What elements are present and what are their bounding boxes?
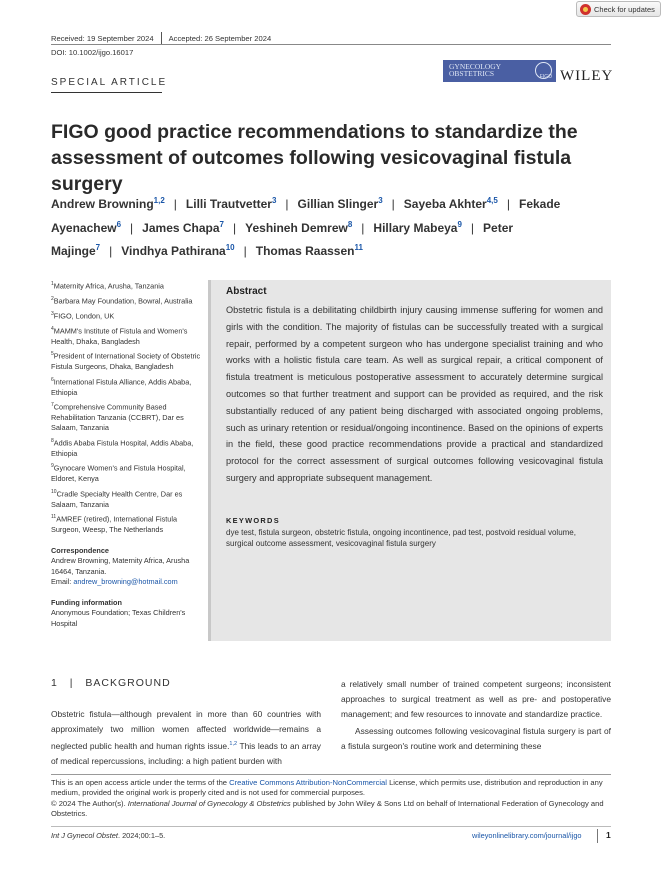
journal-logo-line1: GYNECOLOGY: [449, 62, 502, 71]
author-name: Andrew Browning: [51, 197, 154, 211]
author-affiliation-ref[interactable]: 7: [219, 219, 224, 229]
author-affiliation-ref[interactable]: 7: [95, 243, 101, 252]
received-date: Received: 19 September 2024: [51, 34, 154, 43]
page-footer-rule: [51, 826, 611, 827]
affiliation: [51, 487, 201, 510]
affiliation-number: 3: [51, 310, 54, 317]
footer-rule: [51, 774, 611, 775]
check-for-updates-button[interactable]: [576, 1, 661, 17]
keywords-text: dye test, fistula surgeon, obstetric fistula, ongoing incontinence, pad test, postvoid residual volume, surgical outcome assessment, vesicovaginal fistula surgery: [226, 528, 576, 548]
page-number-separator: [597, 829, 598, 843]
journal-citation: [51, 831, 165, 840]
journal-logo: [443, 60, 556, 82]
affiliation-text: Barbara May Foundation, Bowral, Australia: [53, 296, 193, 306]
copyright-text: [51, 799, 611, 820]
abstract-text: Obstetric fistula is a debilitating childbirth injury causing immense suffering for women and girls with the condition. The majority of fistulas can be successfully treated with a surgical repair, performed by a competent surgeon who has undergone specialist training and who works with a holistic fistula care team. As well as surgical repair, a critical component of fistula treatment is meticulous postoperative assessment to accurately determine surgical outcomes so that further treatment and support can be provided as required, and the risk substantially reduced of any patient being discharged with associated ongoing problems, such as urinary retention or residual/ongoing incontinence. Based on the opinions of experts in the field, these good practice recommendations provide a practical and standardized protocol for the correct assessment of surgical outcomes following vesicovaginal fistula surgery and appropriate subsequent management.: [226, 305, 603, 483]
paragraph-text-b: This leads to an array of medical repercussions, including: a high patient burden with: [51, 740, 321, 766]
author-name: Sayeba Akhter: [403, 197, 487, 211]
affiliation-number: 7: [51, 402, 54, 409]
affiliation: [51, 436, 201, 459]
author[interactable]: [142, 221, 224, 235]
affiliation-text: International Fistula Alliance, Addis Ababa, Ethiopia: [51, 377, 192, 397]
affiliation-text: Gynocare Women's and Fistula Hospital, Eldoret, Kenya: [51, 463, 186, 484]
affiliation-number: 2: [51, 295, 54, 302]
affiliation: [51, 324, 201, 347]
affiliation-number: 11: [51, 514, 57, 521]
author-separator: |: [130, 220, 134, 235]
author[interactable]: [256, 244, 363, 258]
page-number: 1: [606, 830, 611, 840]
email-link[interactable]: andrew_browning@hotmail.com: [73, 577, 178, 587]
body-column-right: [341, 677, 611, 754]
author-name: Thomas Raassen: [255, 244, 355, 258]
affiliation: [51, 461, 201, 484]
journal-logo-line2: OBSTETRICS: [449, 69, 495, 78]
affiliation-text: MAMM's Institute of Fistula and Women's Health, Dhaka, Bangladesh: [51, 326, 188, 346]
paragraph: Assessing outcomes following vesicovaginal fistula surgery is part of a fistula surgeon's routine work and determining these: [341, 726, 611, 751]
correspondence-heading: Correspondence: [51, 545, 109, 555]
author-affiliation-ref[interactable]: 8: [347, 219, 353, 229]
affiliation: [51, 349, 201, 372]
keywords-heading: KEYWORDS: [226, 516, 280, 525]
accepted-date: Accepted: 26 September 2024: [168, 34, 272, 43]
affiliation: [51, 294, 201, 307]
affiliation: [51, 309, 201, 322]
author-separator: |: [361, 220, 365, 235]
affiliation-number: 9: [51, 463, 54, 470]
affiliation-text: FIGO, London, UK: [53, 311, 115, 321]
affiliation-list: [51, 279, 201, 536]
affiliation: [51, 375, 201, 398]
section-title: BACKGROUND: [85, 677, 171, 689]
copyright-a: © 2024 The Author(s).: [51, 798, 128, 808]
author[interactable]: [373, 221, 462, 235]
journal-abbr: Int J Gynecol Obstet: [51, 831, 118, 840]
author-affiliation-ref[interactable]: 3: [271, 196, 277, 205]
author-affiliation-ref[interactable]: 6: [116, 219, 122, 229]
paragraph: [51, 707, 321, 769]
copyright-b: published by John Wiley & Sons Ltd on behalf of International Federation of Gynecology and Obstetrics.: [51, 798, 604, 818]
article-type: SPECIAL ARTICLE: [51, 77, 168, 88]
affiliation-text: AMREF (retired), International Fistula Surgeon, Weesp, The Netherlands: [51, 514, 178, 535]
crossmark-icon: [580, 4, 591, 15]
author-separator: |: [506, 197, 510, 211]
funding-text: Anonymous Foundation; Texas Children's Hospital: [51, 608, 186, 628]
affiliation: [51, 512, 201, 535]
abstract-sidebar: [208, 280, 211, 641]
citation-details: . 2024;00:1–5.: [117, 831, 166, 840]
affiliation-number: 4: [51, 325, 54, 332]
author-affiliation-ref[interactable]: 3: [378, 196, 383, 205]
affiliation-number: 6: [51, 376, 54, 383]
author-name: Peter Majinge: [51, 220, 514, 258]
journal-name: International Journal of Gynecology & Obstetrics: [127, 798, 291, 808]
body-column-left: [51, 707, 321, 769]
author[interactable]: [186, 197, 276, 211]
author-name: James Chapa: [142, 220, 220, 235]
affiliation: [51, 400, 201, 434]
affiliation-number: 8: [51, 437, 54, 444]
paragraph: a relatively small number of trained competent surgeons; inconsistent approaches to surgical treatment as well as pre- and postoperative management; and few resources to innovate and standardize practice.: [341, 679, 611, 719]
license-notice: [51, 778, 611, 819]
author-affiliation-ref[interactable]: 11: [354, 243, 363, 252]
affiliation-text: Cradle Specialty Health Centre, Dar es Salaam, Tanzania: [51, 489, 183, 509]
license-text: [51, 778, 611, 799]
author-affiliation-ref[interactable]: 4,5: [486, 196, 498, 205]
affiliation-number: 1: [51, 281, 54, 287]
affiliations-column: [51, 279, 201, 629]
author-name: Lilli Trautvetter: [185, 197, 272, 211]
author-separator: |: [243, 244, 247, 258]
correspondence-text: Andrew Browning, Maternity Africa, Arusha 16464, Tanzania.: [51, 556, 190, 576]
affiliation-number: 10: [51, 488, 57, 495]
author-affiliation-ref[interactable]: 10: [225, 243, 235, 252]
correspondence-email-line: [51, 577, 201, 588]
doi: DOI: 10.1002/ijgo.16017: [51, 48, 134, 57]
author[interactable]: [404, 197, 498, 211]
article-title: FIGO good practice recommendations to standardize the assessment of outcomes following vesicovaginal fistula surgery: [51, 121, 578, 195]
section-heading-background: [51, 677, 171, 689]
affiliation-text: Comprehensive Community Based Rehabilitation Tanzania (CCBRT), Dar es Salaam, Tanzania: [51, 402, 184, 433]
paragraph-text-a: Obstetric fistula—although prevalent in more than 60 countries with approximately two million women affected worldwide—remains a neglected public health and human rights issue.: [51, 709, 321, 751]
author-affiliation-ref[interactable]: 1,2: [153, 196, 165, 205]
affiliation: [51, 279, 201, 292]
author-separator: |: [109, 244, 113, 258]
author[interactable]: [245, 221, 352, 235]
check-updates-label: Check for updates: [594, 4, 655, 14]
journal-website-link[interactable]: wileyonlinelibrary.com/journal/ijgo: [472, 831, 582, 840]
author-separator: |: [173, 197, 177, 211]
figo-label: FIGO: [539, 74, 552, 80]
header-rule: [51, 44, 611, 45]
affiliation-text: Maternity Africa, Arusha, Tanzania: [53, 281, 164, 291]
author-separator: |: [285, 197, 289, 211]
license-text-a: This is an open access article under the terms of the: [51, 778, 230, 787]
citation-link[interactable]: 1,2: [229, 741, 238, 747]
author[interactable]: [51, 197, 165, 211]
affiliation-text: Addis Ababa Fistula Hospital, Addis Ababa, Ethiopia: [51, 438, 194, 458]
author-name: Gillian Slinger: [297, 197, 379, 211]
author-affiliation-ref[interactable]: 9: [457, 219, 462, 229]
affiliation-number: 5: [51, 351, 54, 358]
section-number: 1: [51, 677, 58, 689]
license-text-b: License, which permits use, distribution and reproduction in any medium, provided the original work is properly cited and is not used for commercial purposes.: [51, 778, 603, 798]
author[interactable]: [121, 244, 234, 258]
author-separator: |: [233, 220, 237, 235]
author-separator: |: [391, 197, 395, 211]
author-separator: |: [470, 220, 475, 235]
author-name: Yeshineh Demrew: [245, 220, 348, 235]
author-name: Vindhya Pathirana: [121, 244, 226, 258]
article-type-underline: [51, 92, 162, 93]
affiliation-text: President of International Society of Obstetric Fistula Surgeons, Dhaka, Bangladesh: [51, 351, 201, 372]
author-list: [51, 191, 621, 262]
section-separator: |: [69, 677, 74, 689]
funding-heading: Funding information: [51, 597, 122, 607]
cc-license-link[interactable]: Creative Commons Attribution-NonCommercial: [229, 778, 387, 787]
email-label: Email:: [51, 577, 74, 587]
author[interactable]: [298, 197, 383, 211]
author-name: Fekade Ayenachew: [51, 197, 561, 235]
author-name: Hillary Mabeya: [373, 220, 458, 235]
publisher-logo: WILEY: [560, 68, 614, 84]
abstract-heading: Abstract: [226, 286, 267, 297]
